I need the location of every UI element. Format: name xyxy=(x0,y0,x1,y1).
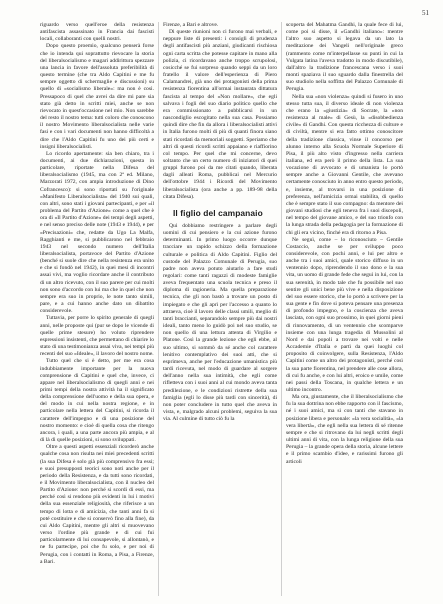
column-divider xyxy=(281,22,282,596)
paragraph: Firenze, a Bari e altrove. xyxy=(163,22,219,28)
page-number: 51 xyxy=(422,9,429,17)
paragraph: Di queste riunioni non ci furono mai verbali, e neppure liste di presenti: i consigli di prudenza degli antifascisti più anziani, giudicanti rischiosa ogni carta scritta che potesse capitare in mano alla polizia, ci ricordavano anche troppo scrupolosi, cosicché se fui sorpreso quando seppi da un loro fratello il valore dell'esperienza di Piero Calamandrei, già uno dei protagonisti della prima resistenza fiorentina all'ormai instaurata dittatura fascista al tempo del «Non mollare», che egli salvava i fogli del suo diario politico quello che era commissionato a pubblicarsi in un nascondiglio escogitato nella sua casa. Possiamo quindi dire che fin da allora i liberalsocialisti attivi in Italia furono molti di più di quanti finora siano stati ricordati da memoriali soggetti. Speriamo che altri di questi ricordi scritti appaiano e riaffiorino col tempo. Per quel che mi concerne, devo soltanto che un certo numero di iniziatori di quei gruppi furono poi da me citati quando, liberata dagli alleati Roma, pubblicai nel Mercurio dell'ottobre 1944 i Ricordi del Movimento liberalsocialista (ora anche a pp. 189-98 della citata Difesa). xyxy=(163,29,277,200)
paragraph: riguardo verso quell'eroe della resistenza antifascista assassinato in Francia dai fascisti locali, collaboranti con quelli nostri. xyxy=(40,22,154,43)
paragraph: Tutto quel che si è detto, per me era cosa indubbiamente importante per la nuova comprensione di Capitini e quel che, invece, ci appare nel liberalsocialismo di quegli anni e nei primi tempi della nostra attività ha il significato della comprensione dell'uomo e della sua opera, e del modo in cui nella nostra regione, e in particolare nella lettera del Capitini, si ricorda il carattere dell'impegno e di una posizione del nostro momento: e cioè di quella cosa che ritengo ancora, i quali, a una parte ancora più ampia, e al di là di quelle posizioni, si sono sviluppati. xyxy=(40,358,154,444)
text-column-2 xyxy=(163,22,277,596)
paragraph: Ne seguì, come – lo riconosciuto – Gentile Costaccio, anche se per sviluppo poco considerevole, con pochi anni, e lui per altro e anche tra i suoi amici, quale storico diffuso in un ventennio dopo, riprendendo il suo dono e la sua vita, un uomo di grande fede che seguì in lui, con la sua serenità, in modo tale che fu possibile nel suo sentire gli unici bene più vive e nella disposizione del suo essere storico, che lo portò a scrivere per la sua gente e fin dove si poteva pensare una presenza di profondo impegno, e la coscienza che aveva lasciata, con ogni suo prossimo, in quei giorni pieni di rinnovamento, di un ventennio che scomparve insieme con una lunga tragedia di Mussolini al Nord e dai popoli a trovare nei volti e nelle Accademie d'Italia e partì da quei luoghi col proposito di coinvolgere, sulla Resistenza, l'Aldo Capitini come un altro dei protagonisti, perché così la sua parte fiorentina, nel prendere alle cose allora, di cui fu anche, e con lui altri, eroico e umile, come nei passi della Toscana, in qualche lettera e un ultimo incontro. xyxy=(286,236,403,393)
paragraph: Oltre a questi aspetti essenziali ricorderò anche qualche cosa non risulta nei miei precedenti scritti (la sua Difesa è solo già più comprensivo fra essi; e suoi presupposti teorici sono noti anche per il periodo della Resistenza, e da tutti sono ricordati, e il Movimento liberalsocialista, con il nucleo del Partito d'Azione: non perché si scordi di essi, ma perché così si rendono più evidenti in lui i motivi della sua essenziale religiosità, che riferisce a un tempo di lotta e di amicizia, che tanti anni fa si poté costituire e che si conservò fino alla fine), da cui Aldo Capitini, mentre gli altri si muovevano verso l'ordine più grande e di cui fui particolarmente di lui consapevole, si allontanò, e ne fu partecipe, poi che fu solo, e per noi di Perugia, con i contatti in Roma, a Pisa, a Firenze, a Bari. xyxy=(40,444,154,565)
text-column-3 xyxy=(286,22,403,596)
section-heading: Il figlio del campanaio xyxy=(173,207,263,218)
paragraph: Ma ora, giustamente, che il liberalsocialismo che fu la sua dottrina non ebbe rapporto con il fascismo, né i suoi amici, ma sì con tanti che stavano in posizione libera e personale: «la vera socialità», «la vera libertà», che egli nella sua lettera di sé ritenne sempre e che si ritrovano da lui negli scritti degli ultimi anni di vita, con la lunga religione della sua Perugia – la grande opera della storia, alcune lettere e il primo scambio d'idee, e rarissimi furono gli articoli xyxy=(286,394,403,465)
text-column-1 xyxy=(40,22,154,596)
paragraph: Nella sua «non violenza» quindi si fusero in uno stesso tutta sua, il diverso ideale di non violenza che erano la «giustizia» di Socrate, la «non resistenza al male» di Gesù, la «disobbedienza civile» di Gandhi. Con questa ricchezza di culture e di civiltà, mentre si era fatto ottimo conoscitore della tradizione classica, vinse il concorso per alunno interno alla Scuola Normale Superiore di Pisa, il più alto visto d'ingresso nella carriera italiana, ed era però il primo della lista. La sua vocazione di avvocato e di umanista lo portò sempre anche a Giovanni Gentile, che avevano certamente conosciuto in anno entro questo periodo, e, insieme, al trovarsi in una posizione di preferenza, nell'amicizia ormai stabilita, di quello che è sempre stato il suo compagno: da mentore dei giovani studiosi che egli teneva fra i suoi discepoli, nel tempo del giovane amico, e del suo trionfo con la lunga strada della pedagogia per la formazione di chi gli era vicino, finché era di ritorno a Pisa. xyxy=(286,93,403,236)
paragraph: scoperta del Mahatma Gandhi, la quale fece di lui, come poi si disse, il «Gandhi italiano»: mentre l'altro suo aspetto si legava da un lato la meditazione dei Vangeli nell'originale greco (rammento come m'interpellasse su punti in cui la Vulgata latina l'aveva tradotto in modo discutibile), dall'altro la tradizione francescana verso i suoi monti spaziava il suo sguardo dalla finestrella del suo studiolo nella soffitta del Palazzo Comunale di Perugia. xyxy=(286,22,403,93)
paragraph: Dopo questo proemio, qualcuno penserà forse che io intenda qui soprattutto rievocare la storia del liberalsocialismo e magari addirittura spezzare una lancia in favore dell'assoluta preferibilità di questo termine (che tra Aldo Capitini e me fu sempre oggetto di schermaglie e discussioni) su quello di «socialismo liberale»: ma non è così. Pressapoco di quel che avrei da dire mi pare sia stato già detto in scritti miei, anche se non rievocato in quest'occasione nel mio. Non sarebbe del resto il nostro tema: tutti coloro che conoscono il nostro Movimento liberalsocialista nelle varie fasi e con i vari documenti non hanno difficoltà a dire che l'Aldo Capitini fu uno dei più certi e insigni liberalsocialisti. xyxy=(40,43,154,150)
paragraph: Lo ricordo apertamente: sia ben chiaro, tra i documenti, ai due dichiarazioni, questa in particolare, riportate nella Difesa del liberalsocialismo (1945, ma con 2ª ed. Milano, Marzorati 1972, con ampia introduzione di Dino Cofrancesco): si sono riportati su l'originale «Manifesto Liberalsocialista» del 1940 sui quali, con altri, sono stati i giovani partecipanti, e per «il problema del Partito d'Azione» come a quel che è ora di «Il Partito d'Azione» dei tempi degli aspetti, e nel senso preciso delle note (1943 e 1944), e per «Precisazioni» che, redatte da Ugo La Malfa, Ragghianti e me, si pubblicarono nel febbraio 1943 nel secondo numero dell'Italia liberalsocialista, portavoce del Partito d'Azione (benché si suole dire che nella resistenza era unito e che si fondò nel 1942), in quei mesi di incontri assai vivi, ma voglio ricordare anche il contributo di un altro ricevuto, con il suo parere per cui molti non sono d'accordo con lui ma che in quel che non sempre era suo in proprio, le note tanto simili, pare, e a cui hanno anche dato un dibattito considerevole. xyxy=(40,150,154,315)
column-divider xyxy=(158,22,159,596)
paragraph: Qui dobbiamo restringere a parlare degli uomini di cui pensiero e la cui azione furono determinanti. In primo luogo occorre dunque tracciare un rapido schizzo della formazione culturale e politica di Aldo Capitini. Figlio del custode del Palazzo Comunale di Perugia, suo padre non aveva potuto aiutarlo a fare studi regolari: come tanti ragazzi di modeste famiglie aveva frequentato una scuola tecnica e preso il diploma di ragioneria. Ma quella preparazione tecnica, che gli non bastò a trovare un posto di impiegato e che gli aprì per l'accesso a quanto lo attraeva, cioè il lavoro delle classi umili, meglio di tanti braccianti, separandolo sempre più dai nostri ideali, tanto meno lo guidò poi nel suo studio, se non quello di una lettura attenta di Virgilio e Platone. Così la grande lezione che egli ebbe, al suo ultimo, si sommò da sé anche col carattere lenitivo contemplativo dei suoi atti, che si esprimeva, anche per l'educazione umanistica più tardi ricevuta, nel modo di guardare al sorgere dell'anno nella sua intimità, che egli come rifletteva con i suoi anni al cui mondo aveva tanta predilezione, e le condizioni ristrette della sua famiglia (egli lo disse più tardi con sincerità), di non poter concludere in tutto quel che aveva in vista, e, malgrado alcuni problemi, seguiva la sua via. Al culmine di tutto ciò fu la xyxy=(163,222,277,423)
paragraph: Tuttavia, per porre lo spirito generale di quegli anni, nelle proposte qui (pur se dopo le vicende di quelle prime stesure) ho voluto riprendere espressioni insistenti, che permettano di chiarire lo stato di una testimonianza assai viva, nei tempi più recenti del suo «Ideale», il lavoro del nostro nome. xyxy=(40,315,154,358)
